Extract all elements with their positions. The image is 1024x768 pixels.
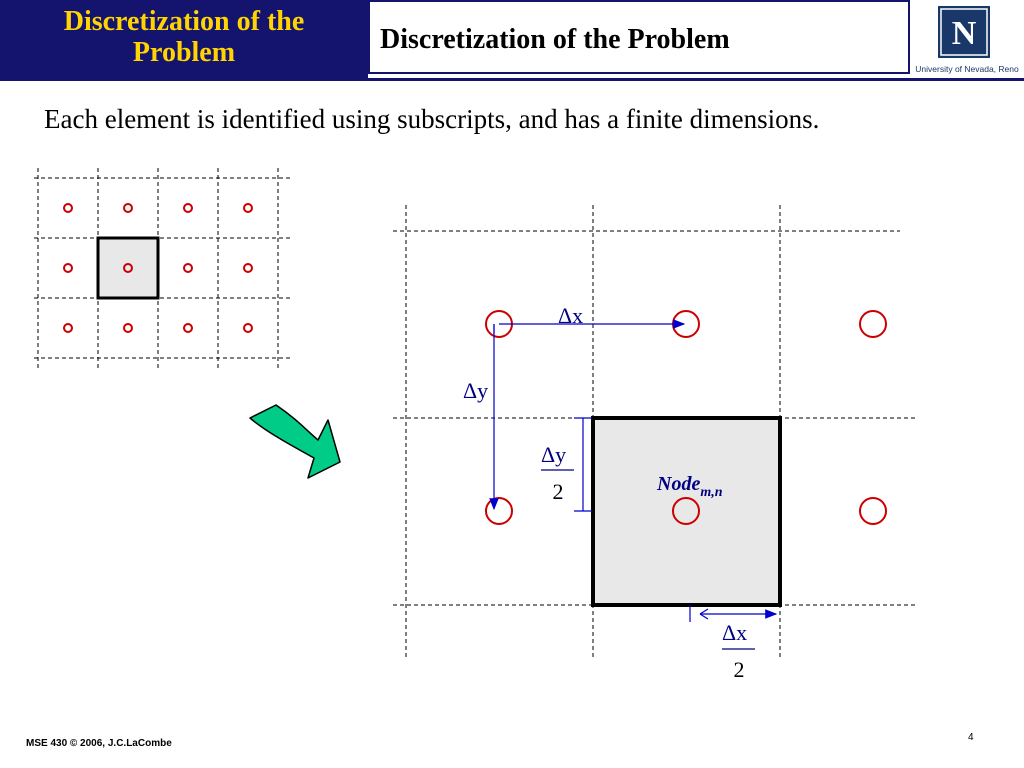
curved-arrow-icon — [250, 405, 340, 478]
half-y-numerator: Δy — [541, 442, 567, 467]
half-x-numerator: Δx — [722, 620, 748, 645]
node-circle — [860, 311, 886, 337]
small-node — [244, 264, 252, 272]
small-highlighted-cell — [98, 238, 158, 298]
control-volume-cell — [593, 418, 780, 605]
slide-body-text: Each element is identified using subscripts, and has a finite dimensions. — [44, 104, 820, 134]
page-number: 4 — [968, 732, 974, 743]
half-x-arrow-tail — [700, 614, 708, 619]
delta-y-label: Δy — [463, 378, 489, 403]
half-x-denominator: 2 — [733, 657, 745, 682]
footer-copyright: MSE 430 © 2006, J.C.LaCombe — [26, 738, 172, 749]
node-circle — [860, 498, 886, 524]
small-node — [124, 204, 132, 212]
small-node — [124, 324, 132, 332]
slide-title: Discretization of the Problem — [380, 24, 730, 55]
node-label-main: Node — [657, 473, 701, 495]
logo-letter: N — [951, 15, 977, 52]
half-x-arrow-tail — [700, 609, 708, 614]
banner-line-2: Problem — [132, 37, 236, 68]
small-node — [244, 324, 252, 332]
small-node — [184, 324, 192, 332]
node-label-subscript: m,n — [700, 485, 723, 500]
small-node — [184, 264, 192, 272]
node-circle — [486, 498, 512, 524]
small-node — [184, 204, 192, 212]
small-node — [244, 204, 252, 212]
university-name: University of Nevada, Reno — [915, 64, 1019, 74]
delta-x-label: Δx — [558, 303, 584, 328]
half-y-denominator: 2 — [552, 479, 564, 504]
banner-line-1: Discretization of the — [63, 6, 305, 37]
small-node — [64, 324, 72, 332]
small-node — [64, 204, 72, 212]
small-node — [64, 264, 72, 272]
